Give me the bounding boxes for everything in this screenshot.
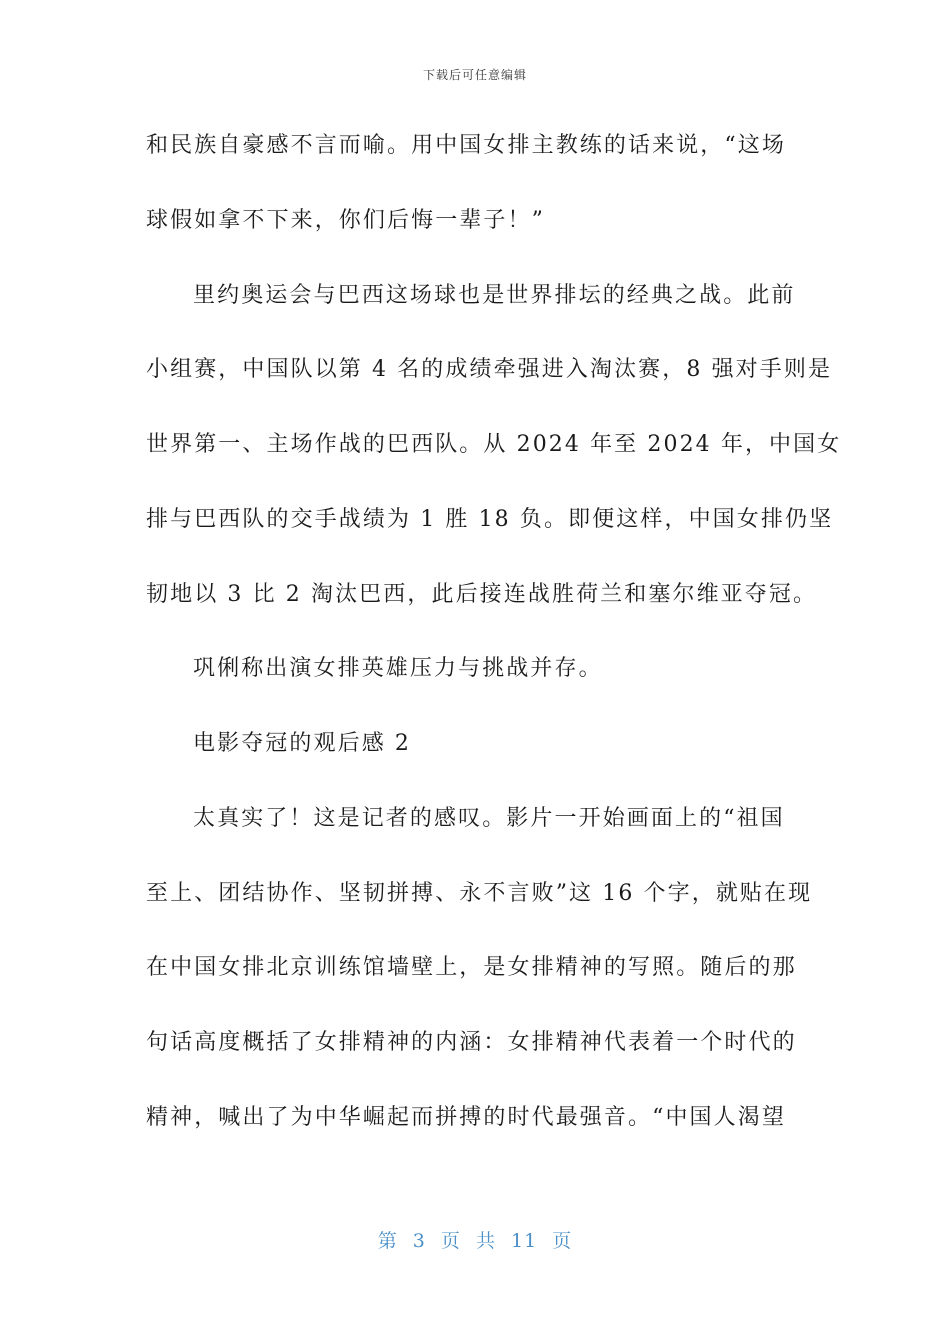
text-line: 里约奥运会与巴西这场球也是世界排坛的经典之战。此前	[193, 283, 796, 308]
text-line: 至上、团结协作、坚韧拼搏、永不言败”这 16 个字，就贴在现	[146, 881, 813, 906]
text-line: 小组赛，中国队以第 4 名的成绩牵强进入淘汰赛，8 强对手则是	[146, 357, 833, 382]
text-line: 巩俐称出演女排英雄压力与挑战并存。	[193, 656, 603, 681]
text-line: 句话高度概括了女排精神的内涵：女排精神代表着一个时代的	[146, 1030, 797, 1055]
text-line: 和民族自豪感不言而喻。用中国女排主教练的话来说，“这场	[146, 133, 786, 158]
text-line: 排与巴西队的交手战绩为 1 胜 18 负。即便这样，中国女排仍坚	[146, 507, 834, 532]
text-line: 精神，喊出了为中华崛起而拼搏的时代最强音。“中国人渴望	[146, 1105, 786, 1130]
text-line: 太真实了！这是记者的感叹。影片一开始画面上的“祖国	[193, 806, 785, 831]
text-line: 韧地以 3 比 2 淘汰巴西，此后接连战胜荷兰和塞尔维亚夺冠。	[146, 582, 818, 607]
text-line: 世界第一、主场作战的巴西队。从 2024 年至 2024 年，中国女	[146, 432, 842, 457]
page-number: 第 3 页 共 11 页	[377, 1230, 573, 1252]
text-line: 球假如拿不下来，你们后悔一辈子！”	[146, 208, 545, 233]
section-heading: 电影夺冠的观后感 2	[193, 731, 411, 756]
header-note: 下载后可任意编辑	[422, 68, 527, 82]
text-line: 在中国女排北京训练馆墙壁上，是女排精神的写照。随后的那	[146, 955, 797, 980]
